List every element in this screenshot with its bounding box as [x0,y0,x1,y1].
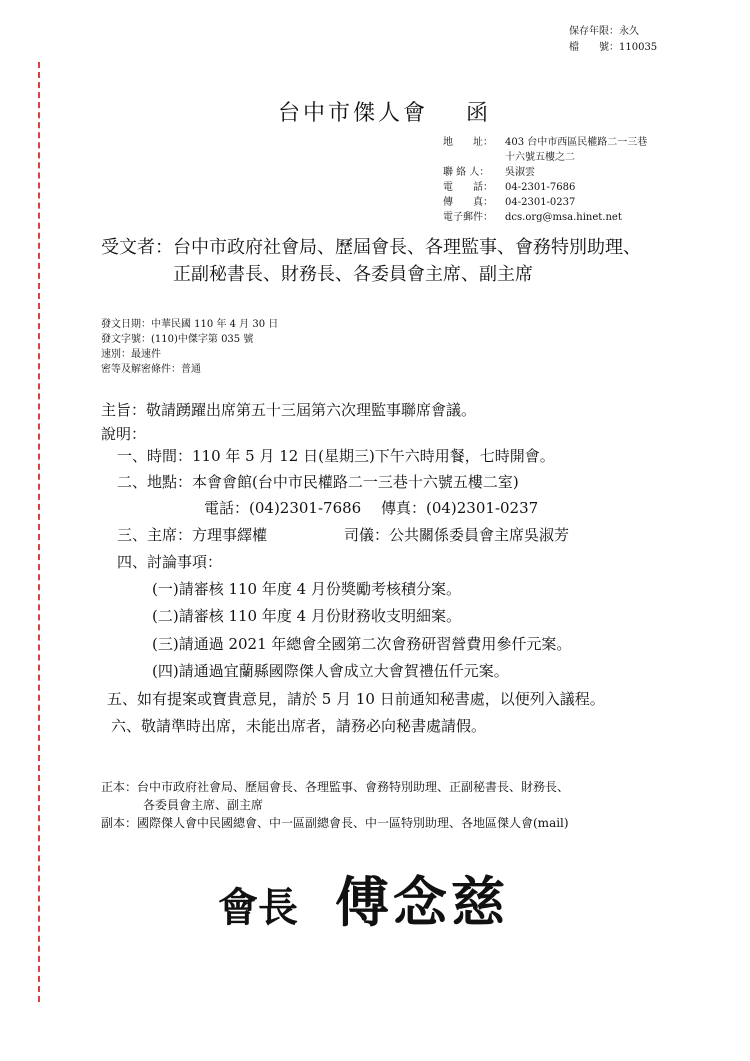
binding-margin-line [38,62,40,1002]
doc-kind: 函 [466,101,492,126]
subject: 主旨：敬請踴躍出席第五十三屆第六次理監事聯席會議。 [101,401,477,419]
archive-number [569,40,657,55]
agenda-item: (一)請審核 110 年度 4 月份獎勵考核積分案。 [152,580,461,598]
contact-row: 聯 絡 人： 吳淑雲 [443,167,535,178]
item-chair: 三、主席：方理事繹權 [117,526,268,544]
doc-speed: 速別：最速件 [101,349,161,360]
agenda-item: (二)請審核 110 年度 4 月份財務收支明細案。 [152,607,461,625]
main-copy-line-1: 正本：台中市政府社會局、歷屆會長、各理監事、會務特別助理、正副秘書長、財務長、 [101,780,570,794]
retention-label: 保存年限： [569,26,619,37]
doc-meta-block [101,317,278,377]
item-time: 一、時間：110 年 5 月 12 日(星期三)下午六時用餐，七時開會。 [117,447,555,465]
archive-label: 檔 號： [569,42,619,53]
contact-row: 電子郵件： dcs.org@msa.hinet.net [443,212,622,223]
signature-name: 傅念慈 [335,871,509,934]
agenda-item: (三)請通過 2021 年總會全國第二次會務研習營費用參仟元案。 [152,635,572,653]
agenda-item: (四)請通過宜蘭縣國際傑人會成立大會賀禮伍仟元案。 [152,662,509,680]
recipients-line-1: 受文者：台中市政府社會局、歷屆會長、各理監事、會務特別助理、 [101,237,641,258]
explanation-label: 說明： [101,425,147,443]
item-proposal: 五、如有提案或寶貴意見，請於 5 月 10 日前通知秘書處，以便列入議程。 [107,690,605,708]
main-copy-line-2: 各委員會主席、副主席 [143,798,264,812]
retention-period [569,24,639,39]
contact-block [443,135,647,225]
contact-row: 十六號五樓之二 [505,152,575,163]
doc-date: 發文日期：中華民國 110 年 4 月 30 日 [101,319,279,330]
doc-security: 密等及解密條件：普通 [101,364,201,375]
recipients-line-2: 正副秘書長、財務長、各委員會主席、副主席 [173,264,533,285]
contact-row: 地 址： 403 台中市西區民權路二一三巷 [443,137,648,148]
contact-row: 電 話： 04-2301-7686 [443,182,576,193]
retention-value: 永久 [619,26,639,37]
page-title [278,96,491,127]
org-name: 台中市傑人會 [278,101,429,126]
item-mc: 司儀：公共關係委員會主席吳淑芳 [344,526,570,544]
doc-number: 發文字號：(110)中傑字第 035 號 [101,334,254,345]
archive-value: 110035 [619,42,658,53]
contact-row: 傳 真： 04-2301-0237 [443,197,576,208]
cc-line: 副本：國際傑人會中民國總會、中一區副總會長、中一區特別助理、各地區傑人會(mail) [101,816,569,830]
item-phone: 電話：(04)2301-7686 傳真：(04)2301-0237 [204,499,539,517]
item-place: 二、地點：本會會館(台中市民權路二一三巷十六號五樓二室) [117,473,519,491]
signature-title: 會長 [218,885,298,931]
item-attend: 六、敬請準時出席，未能出席者，請務必向秘書處請假。 [111,717,487,735]
item-agenda: 四、討論事項： [117,553,223,571]
